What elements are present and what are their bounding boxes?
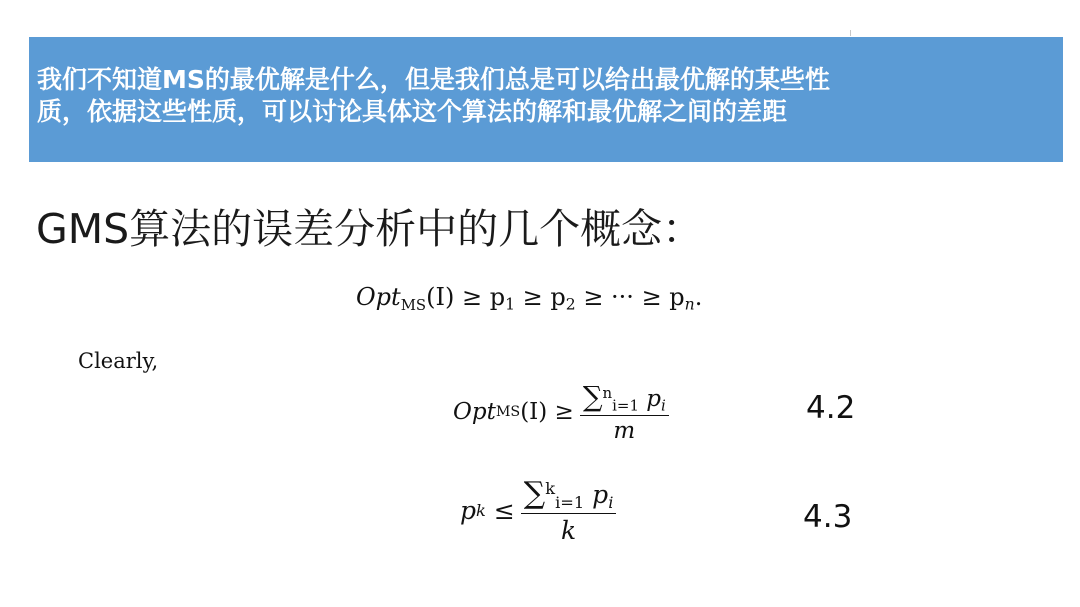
fraction-sum-over-m <box>580 380 669 444</box>
clearly-text: Clearly, <box>78 349 159 373</box>
index-n: n <box>684 295 695 314</box>
sum-symbol: ∑ <box>582 380 603 413</box>
corner-mark <box>850 30 851 36</box>
instance-arg: (I) <box>426 283 455 311</box>
chain-p1: ≥ p <box>461 283 506 311</box>
equation-4-3 <box>460 476 616 545</box>
geq-sign: ≥ <box>554 399 574 426</box>
index-2: 2 <box>565 295 576 314</box>
index-1: 1 <box>505 295 515 314</box>
p-i-index-k: i <box>608 492 614 512</box>
banner-line-1: 我们不知道MS的最优解是什么，但是我们总是可以给出最优解的某些性 <box>37 65 830 94</box>
info-banner <box>29 37 1063 162</box>
sum-lower-k: i=1 <box>555 492 585 512</box>
chain-period: . <box>694 283 703 311</box>
equation-number-4-2: 4.2 <box>806 390 856 426</box>
opt-symbol: Opt <box>356 283 401 311</box>
optimal-bound-chain <box>356 283 702 314</box>
chain-dots: ≥ ··· ≥ p <box>583 283 685 311</box>
sum-symbol-k: ∑ <box>523 476 546 511</box>
equation-4-2 <box>453 380 669 444</box>
sum-upper-n: n <box>602 383 613 402</box>
opt-symbol-2: Opt <box>453 399 496 426</box>
sum-upper-k: k <box>545 479 556 499</box>
pk-symbol: p <box>460 495 477 525</box>
leq-sign: ≤ <box>493 495 515 525</box>
chain-p2: ≥ p <box>522 283 566 311</box>
fraction-numerator-k <box>521 476 617 514</box>
pk-index: k <box>476 500 486 520</box>
fraction-numerator <box>580 380 669 416</box>
p-i: p <box>646 386 662 412</box>
equation-number-4-3: 4.3 <box>803 499 853 535</box>
banner-line-2: 质，依据这些性质，可以讨论具体这个算法的解和最优解之间的差距 <box>37 97 788 126</box>
sum-lower: i=1 <box>612 396 639 415</box>
ms-subscript: MS <box>400 296 427 315</box>
p-i-k: p <box>592 480 609 509</box>
fraction-denominator-k: k <box>561 515 577 545</box>
instance-arg-2: (I) <box>520 399 548 426</box>
fraction-denominator-m: m <box>613 418 636 445</box>
ms-subscript-2: MS <box>495 404 521 421</box>
fraction-sum-over-k <box>521 476 617 545</box>
slide-heading: GMS算法的误差分析中的几个概念： <box>36 205 704 253</box>
p-i-index: i <box>661 396 666 415</box>
